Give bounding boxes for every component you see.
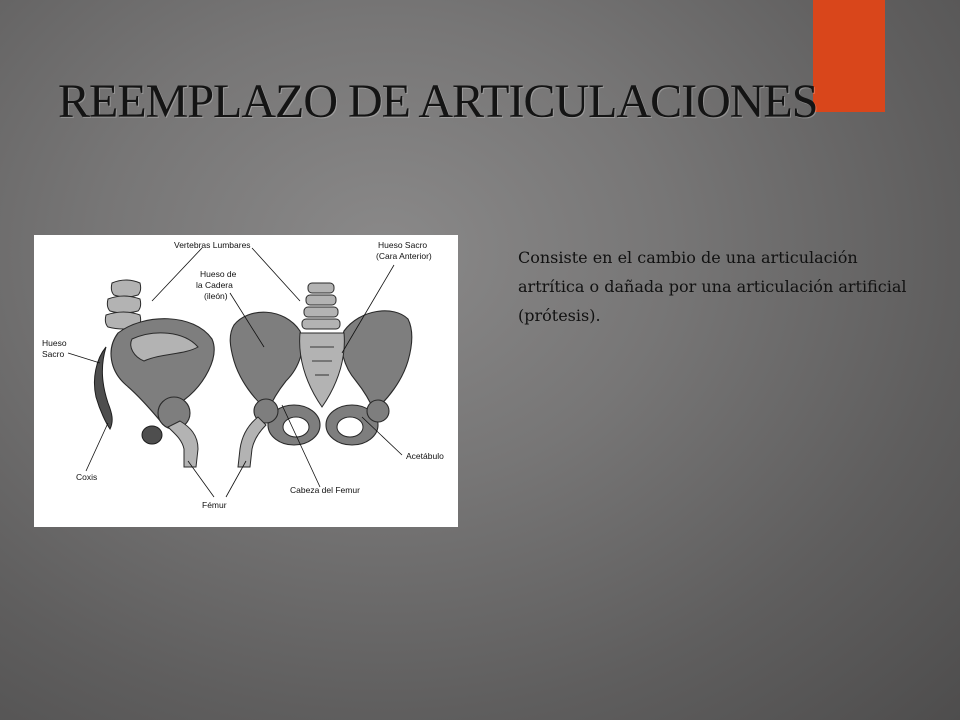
lateral-pelvis-drawing — [94, 280, 214, 467]
label-femur: Fémur — [202, 500, 227, 510]
label-cabeza-del-femur: Cabeza del Femur — [290, 485, 360, 495]
label-acetabulo: Acetábulo — [406, 451, 444, 461]
label-hueso-cadera-line3: (ileón) — [204, 291, 228, 301]
label-hueso-sacro-anterior-line2: (Cara Anterior) — [376, 251, 432, 261]
label-hueso-sacro-anterior-line1: Hueso Sacro — [378, 240, 428, 250]
label-hueso-sacro-lateral-line1: Hueso — [42, 338, 67, 348]
anterior-pelvis-drawing — [230, 283, 412, 467]
body-paragraph: Consiste en el cambio de una articulación artrítica o dañada por una articulación artificial (prótesis). — [518, 248, 907, 325]
pelvis-anatomy-illustration-icon — [34, 235, 458, 527]
slide-title: REEMPLAZO DE ARTICULACIONES — [58, 75, 818, 128]
label-coxis: Coxis — [76, 472, 98, 482]
label-hueso-cadera-line1: Hueso de — [200, 269, 237, 279]
pelvis-anatomy-figure — [34, 235, 458, 527]
label-hueso-sacro-lateral-line2: Sacro — [42, 349, 65, 359]
label-hueso-cadera-line2: la Cadera — [196, 280, 233, 290]
label-vertebras-lumbares: Vertebras Lumbares — [174, 240, 251, 250]
